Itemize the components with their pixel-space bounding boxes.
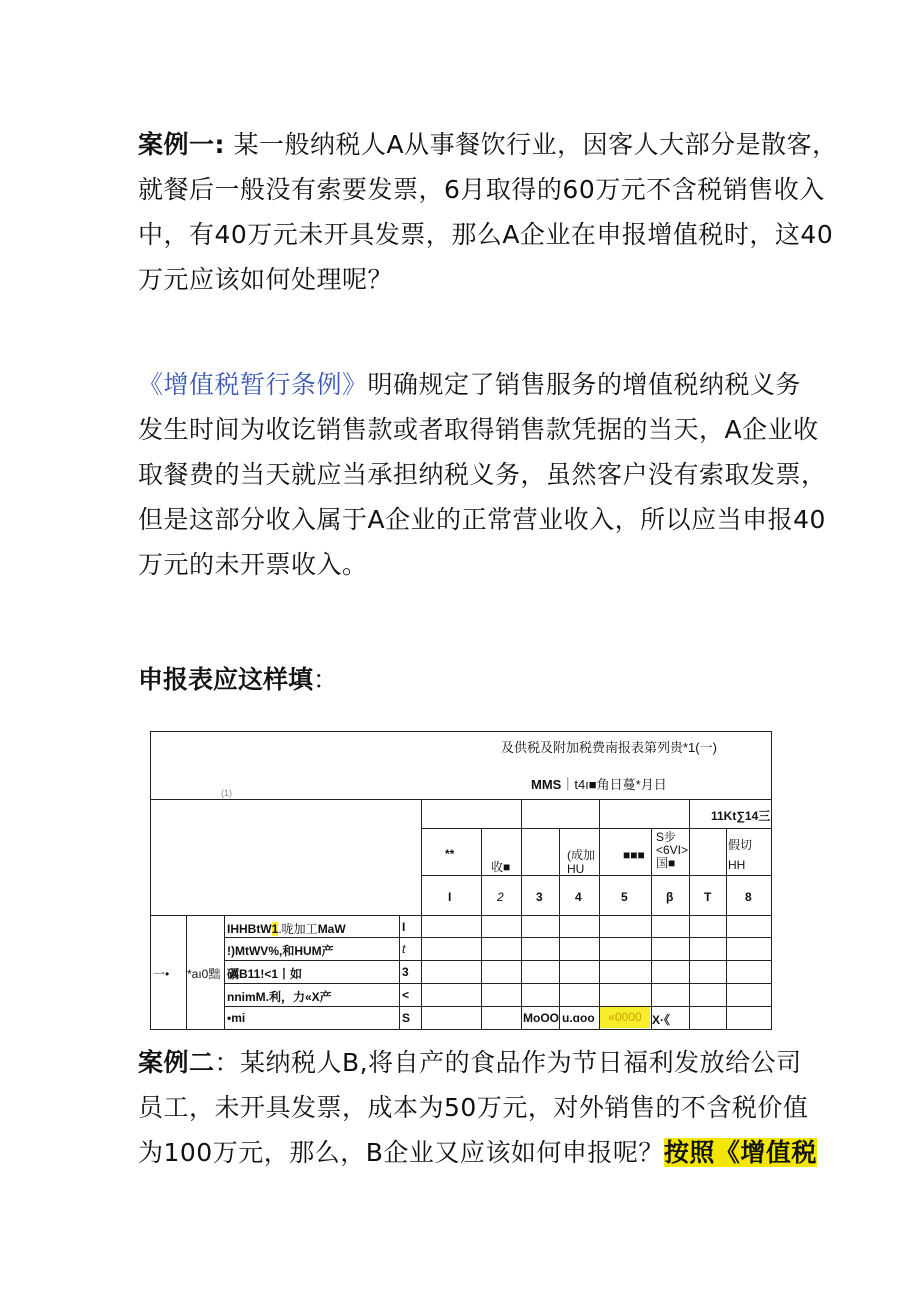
form-header-c6: S步 <6VI> 国■ — [656, 830, 689, 870]
form-rule — [481, 828, 482, 1029]
form-rule — [521, 799, 522, 1029]
form-header-c1: ** — [445, 847, 455, 861]
analysis-line-2: 发生时间为收讫销售款或者取得销售款凭据的当天，A企业收 — [138, 415, 819, 444]
form-row-code: I — [402, 920, 406, 934]
form-cell-value: X·《 — [652, 1013, 671, 1027]
form-row-label: 礪B11!<1丨如 — [227, 967, 303, 981]
case-two-line-1: ：某纳税人B,将自产的食品作为节日福利发放给公司 — [214, 1048, 802, 1077]
form-left-label-2: *aı0黜 — [187, 967, 221, 981]
case-one-line-4: 万元应该如何处理呢？ — [138, 265, 394, 294]
form-cell-value: MoOO — [523, 1011, 559, 1025]
case-two-paragraph — [138, 1040, 817, 1175]
form-rule — [421, 875, 771, 876]
form-row-label-highlight: 1 — [271, 922, 279, 936]
form-header-c8: 假切 HH — [728, 838, 753, 872]
form-header-c2: 收■ — [491, 860, 511, 874]
form-row-label: •mi — [227, 1011, 246, 1025]
law-reference-link[interactable]: 《增值税暂行条例》 — [138, 370, 368, 399]
case-one-colon: : — [214, 130, 226, 159]
case-one-label: 案例一 — [138, 130, 215, 159]
form-row-label: nnimM.利，力«X产 — [227, 990, 332, 1004]
form-title: 及供税及附加税费南报表第列贵*1(一) — [501, 740, 717, 755]
form-rule — [599, 799, 600, 1029]
analysis-line-4: 但是这部分收入属于A企业的正常营业收入，所以应当申报40 — [138, 505, 826, 534]
analysis-line-5: 万元的未开票收入。 — [138, 550, 368, 579]
form-top-right-label: 11Kt∑14三 — [711, 809, 771, 823]
analysis-line-3: 取餐费的当天就应当承担纳税义务，虽然客户没有索取发票， — [138, 460, 827, 489]
form-rule — [421, 828, 771, 829]
case-one-paragraph — [138, 122, 838, 302]
form-rule — [151, 915, 771, 916]
form-rule — [726, 828, 727, 1029]
form-header-c4: (成加 HU — [567, 848, 595, 876]
form-col-number: T — [704, 890, 712, 904]
form-col-number: 2 — [497, 890, 504, 904]
case-one-line-3: 中，有40万元未开具发票，那么A企业在申报增值税时，这40 — [138, 220, 834, 249]
section-heading — [138, 660, 338, 700]
form-row-code: S — [402, 1011, 411, 1025]
section-heading-text: 申报表应这样填 — [138, 665, 314, 694]
form-rule — [399, 915, 400, 1029]
form-col-number: I — [448, 890, 452, 904]
case-two-line-3: 为100万元，那么，B企业又应该如何申报呢？ — [138, 1138, 664, 1167]
tax-return-form — [150, 731, 772, 1030]
form-cell-value: u.ɑoo — [562, 1011, 595, 1025]
form-col-number: 4 — [575, 890, 582, 904]
form-row-code: < — [402, 988, 410, 1002]
form-left-label-1: 一• — [153, 967, 170, 981]
form-rule — [559, 828, 560, 1029]
case-one-line-1: 某一般纳税人A从事餐饮行业，因客人大部分是散客， — [225, 130, 838, 159]
case-one-line-2: 就餐后一般没有索要发票，6月取得的60万元不含税销售收入 — [138, 175, 825, 204]
form-header-c5: ■■■ — [623, 848, 645, 862]
section-heading-colon: ： — [313, 665, 339, 694]
form-subtitle-rest: ｜t4ı■角日蔓*月日 — [561, 777, 667, 792]
form-highlighted-value: «0000 — [600, 1007, 650, 1028]
form-rule — [421, 799, 422, 1029]
form-col-number: 5 — [621, 890, 628, 904]
form-rule — [151, 799, 771, 800]
form-row-label: IHHBtW1.咙加工MaW — [227, 922, 346, 936]
form-rule — [651, 828, 652, 1029]
form-row-label: !)MtWV%,和HUM产 — [227, 944, 334, 958]
case-two-highlighted-tail: 按照《增值税 — [663, 1138, 817, 1167]
analysis-line-1: 明确规定了销售服务的增值税纳税义务 — [367, 370, 802, 399]
form-row-code: t — [402, 942, 406, 956]
form-rule — [224, 915, 225, 1029]
case-two-label: 案例二 — [138, 1048, 215, 1077]
form-col-number: 3 — [536, 890, 543, 904]
form-rule — [689, 799, 690, 1029]
form-col-number: β — [666, 890, 674, 904]
form-row-code: 3 — [402, 965, 409, 979]
form-subtitle — [531, 774, 667, 793]
form-col-number: 8 — [745, 890, 752, 904]
analysis-paragraph — [138, 362, 827, 587]
form-faint-mark: (1) — [221, 788, 232, 798]
case-two-line-2: 员工，未开具发票，成本为50万元，对外销售的不含税价值 — [138, 1093, 809, 1122]
form-subtitle-bold: MMS — [531, 777, 562, 792]
